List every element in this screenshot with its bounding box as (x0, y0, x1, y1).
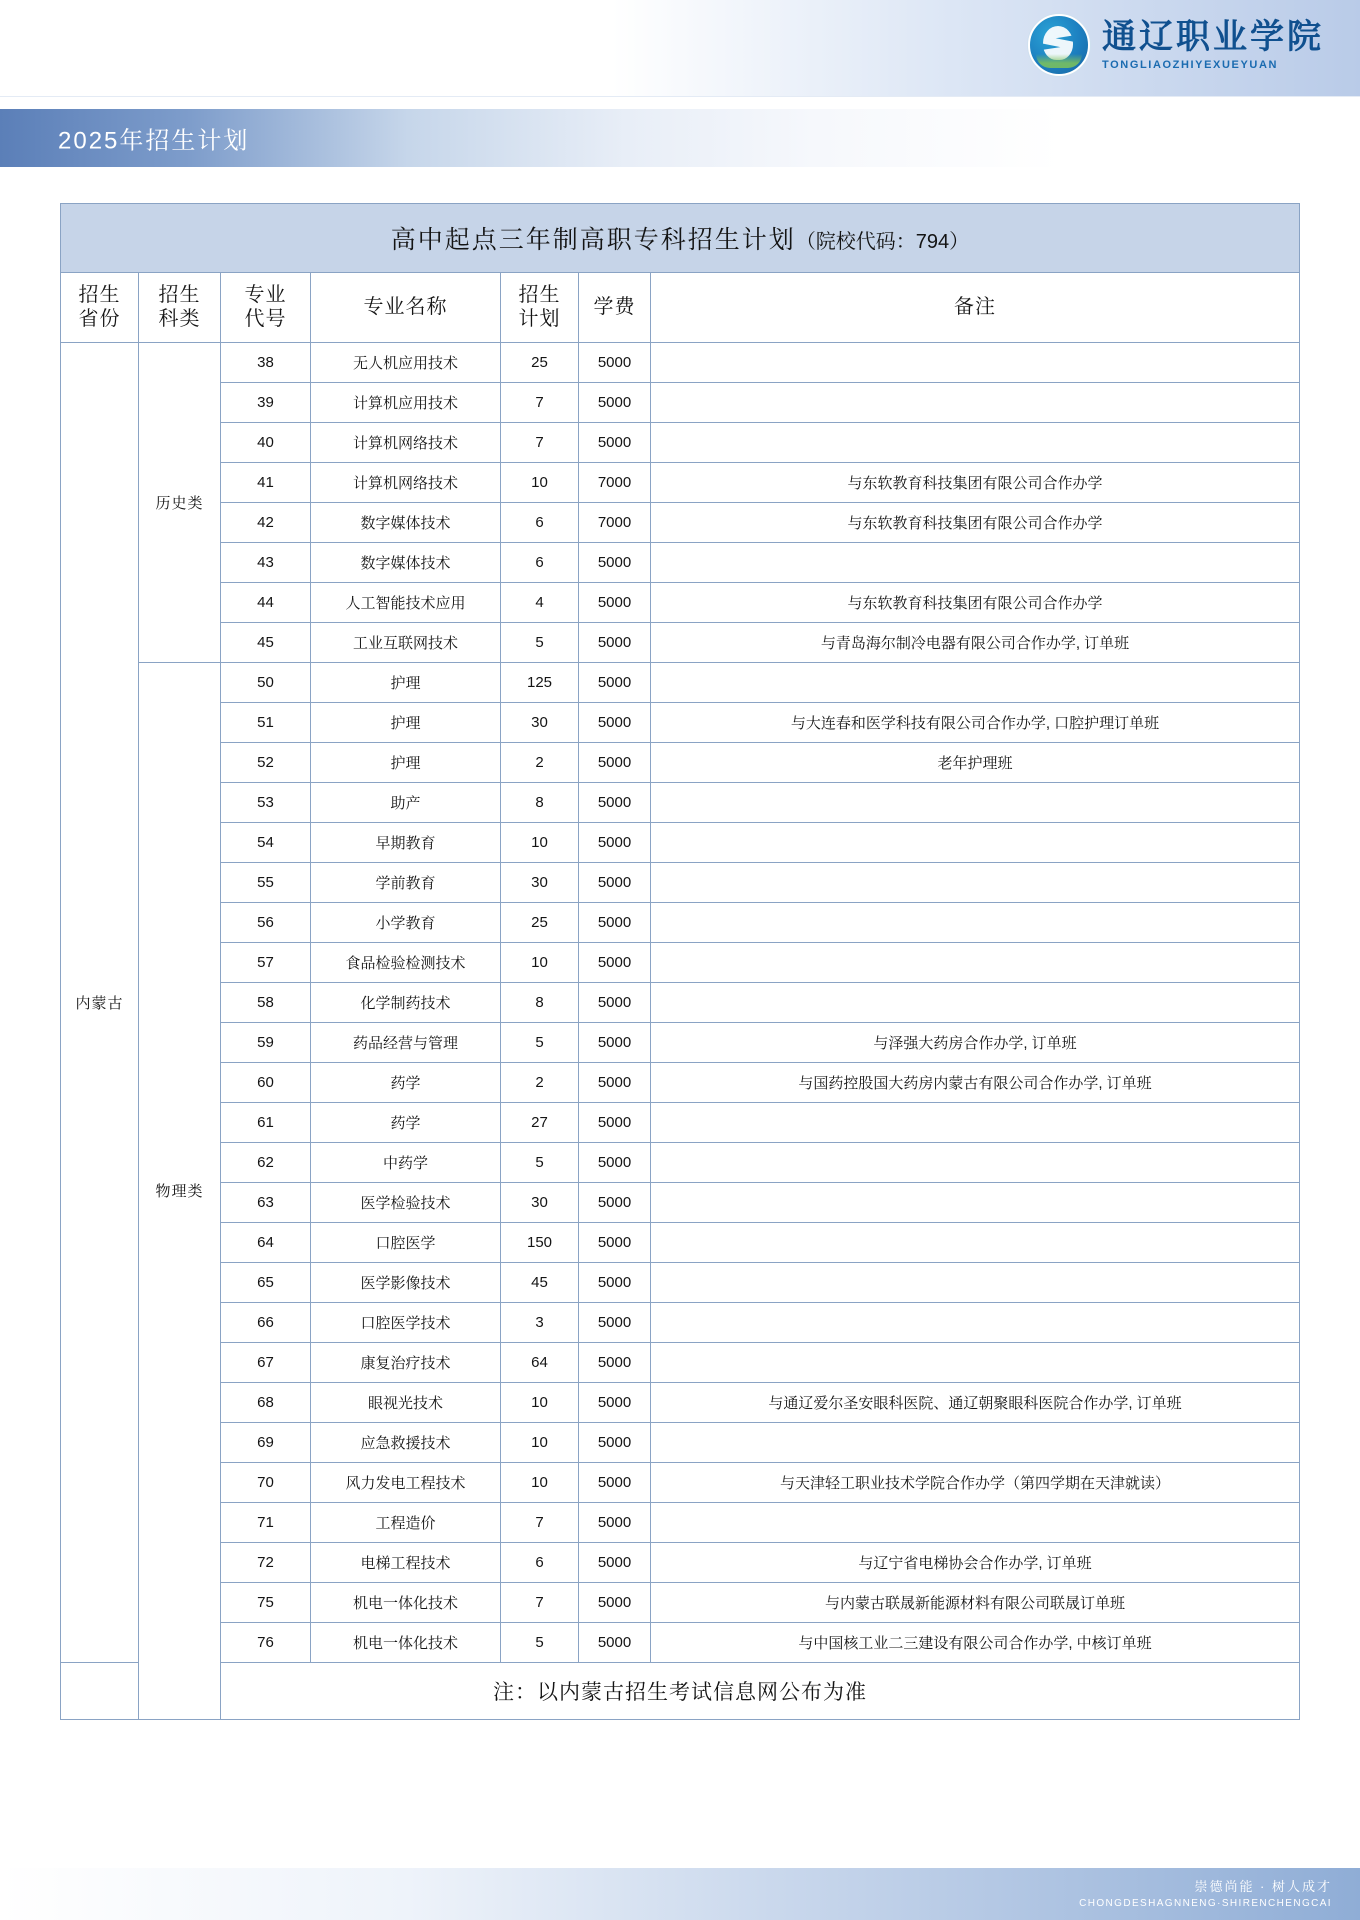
cell-major-code: 62 (221, 1142, 311, 1182)
cell-major-name: 应急救援技术 (311, 1422, 501, 1462)
cell-note: 与中国核工业二三建设有限公司合作办学, 中核订单班 (651, 1622, 1300, 1662)
cell-major-name: 计算机网络技术 (311, 422, 501, 462)
cell-tuition: 5000 (579, 1182, 651, 1222)
cell-plan-count: 5 (501, 1022, 579, 1062)
page-header (0, 0, 1360, 97)
table-row (61, 422, 1300, 462)
table-row (61, 622, 1300, 662)
cell-tuition: 5000 (579, 1542, 651, 1582)
cell-tuition: 5000 (579, 662, 651, 702)
cell-note (651, 1422, 1300, 1462)
cell-major-name: 康复治疗技术 (311, 1342, 501, 1382)
cell-note (651, 342, 1300, 382)
table-row (61, 662, 1300, 702)
cell-plan-count: 8 (501, 782, 579, 822)
cell-major-name: 工业互联网技术 (311, 622, 501, 662)
cell-category: 历史类 (139, 342, 221, 662)
cell-major-code: 39 (221, 382, 311, 422)
cell-note (651, 902, 1300, 942)
cell-note: 与天津轻工职业技术学院合作办学（第四学期在天津就读） (651, 1462, 1300, 1502)
cell-plan-count: 45 (501, 1262, 579, 1302)
table-row (61, 1022, 1300, 1062)
table-row (61, 502, 1300, 542)
cell-plan-count: 64 (501, 1342, 579, 1382)
cell-tuition: 5000 (579, 1262, 651, 1302)
cell-note (651, 942, 1300, 982)
cell-note (651, 1302, 1300, 1342)
admission-plan-table (60, 203, 1300, 1720)
footer-motto-en: CHONGDESHAGNNENG·SHIRENCHENGCAI (1079, 1898, 1332, 1909)
cell-note (651, 982, 1300, 1022)
cell-plan-count: 7 (501, 1502, 579, 1542)
cell-plan-count: 3 (501, 1302, 579, 1342)
table-row (61, 1262, 1300, 1302)
column-header-3: 专业 代号 (221, 273, 311, 343)
cell-tuition: 5000 (579, 1022, 651, 1062)
cell-tuition: 5000 (579, 542, 651, 582)
cell-major-code: 76 (221, 1622, 311, 1662)
cell-note: 与辽宁省电梯协会合作办学, 订单班 (651, 1542, 1300, 1582)
cell-note: 与东软教育科技集团有限公司合作办学 (651, 582, 1300, 622)
cell-major-code: 51 (221, 702, 311, 742)
cell-note (651, 382, 1300, 422)
table-row (61, 862, 1300, 902)
cell-major-name: 医学检验技术 (311, 1182, 501, 1222)
cell-major-name: 电梯工程技术 (311, 1542, 501, 1582)
table-footnote: 注：以内蒙古招生考试信息网公布为准 (61, 1662, 1300, 1719)
page-title: 2025年招生计划 (58, 127, 250, 155)
cell-tuition: 5000 (579, 1102, 651, 1142)
cell-tuition: 5000 (579, 862, 651, 902)
cell-major-name: 小学教育 (311, 902, 501, 942)
cell-tuition: 5000 (579, 1222, 651, 1262)
cell-major-code: 67 (221, 1342, 311, 1382)
cell-major-code: 55 (221, 862, 311, 902)
cell-major-name: 药学 (311, 1062, 501, 1102)
cell-plan-count: 2 (501, 742, 579, 782)
table-row (61, 1622, 1300, 1662)
cell-plan-count: 27 (501, 1102, 579, 1142)
cell-tuition: 5000 (579, 1142, 651, 1182)
cell-tuition: 5000 (579, 1622, 651, 1662)
cell-major-code: 53 (221, 782, 311, 822)
school-name-block (1102, 19, 1324, 71)
table-row (61, 1542, 1300, 1582)
cell-major-code: 68 (221, 1382, 311, 1422)
cell-major-code: 43 (221, 542, 311, 582)
title-band (0, 109, 1360, 167)
cell-plan-count: 10 (501, 1462, 579, 1502)
cell-tuition: 5000 (579, 342, 651, 382)
school-name-en: TONGLIAOZHIYEXUEYUAN (1102, 59, 1279, 72)
cell-plan-count: 10 (501, 822, 579, 862)
column-header-2: 招生 科类 (139, 273, 221, 343)
cell-note: 与大连春和医学科技有限公司合作办学, 口腔护理订单班 (651, 702, 1300, 742)
cell-major-name: 工程造价 (311, 1502, 501, 1542)
cell-tuition: 5000 (579, 382, 651, 422)
table-row (61, 702, 1300, 742)
cell-major-code: 45 (221, 622, 311, 662)
cell-note (651, 1262, 1300, 1302)
cell-note: 老年护理班 (651, 742, 1300, 782)
table-row (61, 982, 1300, 1022)
cell-note (651, 1502, 1300, 1542)
cell-province: 内蒙古 (61, 342, 139, 1662)
school-logo (1028, 14, 1324, 76)
cell-major-code: 50 (221, 662, 311, 702)
cell-major-code: 75 (221, 1582, 311, 1622)
cell-major-code: 56 (221, 902, 311, 942)
cell-note: 与国药控股国大药房内蒙古有限公司合作办学, 订单班 (651, 1062, 1300, 1102)
cell-major-name: 眼视光技术 (311, 1382, 501, 1422)
table-title-cell (61, 204, 1300, 273)
footer-motto (1079, 1876, 1332, 1909)
page-footer (0, 1868, 1360, 1920)
cell-plan-count: 6 (501, 542, 579, 582)
college-emblem-icon (1028, 14, 1090, 76)
cell-plan-count: 10 (501, 462, 579, 502)
cell-tuition: 5000 (579, 822, 651, 862)
cell-plan-count: 6 (501, 502, 579, 542)
table-row (61, 1582, 1300, 1622)
cell-note (651, 1142, 1300, 1182)
cell-major-name: 计算机网络技术 (311, 462, 501, 502)
table-title-text: 高中起点三年制高职专科招生计划 (390, 226, 796, 254)
cell-major-code: 64 (221, 1222, 311, 1262)
cell-tuition: 7000 (579, 462, 651, 502)
cell-tuition: 5000 (579, 1342, 651, 1382)
table-row (61, 1382, 1300, 1422)
table-title-code: （院校代码：794） (795, 231, 970, 253)
cell-major-code: 70 (221, 1462, 311, 1502)
cell-major-code: 60 (221, 1062, 311, 1102)
cell-plan-count: 25 (501, 902, 579, 942)
cell-major-name: 机电一体化技术 (311, 1622, 501, 1662)
cell-category: 物理类 (139, 662, 221, 1719)
cell-tuition: 5000 (579, 422, 651, 462)
cell-note (651, 782, 1300, 822)
cell-major-code: 57 (221, 942, 311, 982)
cell-note (651, 1102, 1300, 1142)
table-row (61, 1102, 1300, 1142)
table-row (61, 542, 1300, 582)
table-row (61, 822, 1300, 862)
cell-major-name: 化学制药技术 (311, 982, 501, 1022)
cell-plan-count: 150 (501, 1222, 579, 1262)
table-header-row (61, 273, 1300, 343)
cell-note (651, 862, 1300, 902)
cell-major-name: 助产 (311, 782, 501, 822)
table-row (61, 1142, 1300, 1182)
column-header-5: 招生 计划 (501, 273, 579, 343)
cell-tuition: 5000 (579, 582, 651, 622)
cell-tuition: 5000 (579, 902, 651, 942)
cell-tuition: 5000 (579, 1462, 651, 1502)
cell-note: 与泽强大药房合作办学, 订单班 (651, 1022, 1300, 1062)
cell-plan-count: 7 (501, 382, 579, 422)
cell-note (651, 822, 1300, 862)
table-footnote-row (61, 1662, 1300, 1719)
cell-major-name: 食品检验检测技术 (311, 942, 501, 982)
cell-tuition: 5000 (579, 702, 651, 742)
cell-tuition: 5000 (579, 1302, 651, 1342)
cell-plan-count: 5 (501, 622, 579, 662)
cell-major-code: 66 (221, 1302, 311, 1342)
cell-major-name: 数字媒体技术 (311, 502, 501, 542)
cell-plan-count: 30 (501, 1182, 579, 1222)
cell-plan-count: 125 (501, 662, 579, 702)
cell-tuition: 5000 (579, 782, 651, 822)
cell-major-code: 52 (221, 742, 311, 782)
cell-tuition: 5000 (579, 742, 651, 782)
cell-note (651, 1342, 1300, 1382)
cell-major-code: 72 (221, 1542, 311, 1582)
table-row (61, 1062, 1300, 1102)
table-row (61, 342, 1300, 382)
table-row (61, 382, 1300, 422)
cell-major-name: 口腔医学技术 (311, 1302, 501, 1342)
cell-major-name: 早期教育 (311, 822, 501, 862)
cell-plan-count: 10 (501, 1422, 579, 1462)
cell-note: 与东软教育科技集团有限公司合作办学 (651, 462, 1300, 502)
cell-plan-count: 25 (501, 342, 579, 382)
cell-major-code: 71 (221, 1502, 311, 1542)
table-row (61, 1342, 1300, 1382)
cell-plan-count: 8 (501, 982, 579, 1022)
column-header-4: 专业名称 (311, 273, 501, 343)
cell-plan-count: 10 (501, 1382, 579, 1422)
cell-major-name: 护理 (311, 702, 501, 742)
table-row (61, 782, 1300, 822)
table-row (61, 1182, 1300, 1222)
plan-table-wrapper (60, 203, 1300, 1720)
footer-motto-cn: 崇德尚能 · 树人成才 (1194, 1879, 1332, 1894)
cell-note: 与内蒙古联晟新能源材料有限公司联晟订单班 (651, 1582, 1300, 1622)
cell-major-name: 风力发电工程技术 (311, 1462, 501, 1502)
cell-major-code: 44 (221, 582, 311, 622)
cell-major-name: 护理 (311, 742, 501, 782)
cell-major-code: 58 (221, 982, 311, 1022)
cell-major-name: 药品经营与管理 (311, 1022, 501, 1062)
cell-major-code: 41 (221, 462, 311, 502)
table-row (61, 742, 1300, 782)
cell-major-code: 38 (221, 342, 311, 382)
table-row (61, 1502, 1300, 1542)
cell-note (651, 1222, 1300, 1262)
cell-major-code: 69 (221, 1422, 311, 1462)
cell-major-code: 42 (221, 502, 311, 542)
cell-tuition: 5000 (579, 1062, 651, 1102)
cell-note (651, 422, 1300, 462)
table-row (61, 1422, 1300, 1462)
cell-major-name: 口腔医学 (311, 1222, 501, 1262)
cell-major-code: 54 (221, 822, 311, 862)
cell-major-name: 护理 (311, 662, 501, 702)
cell-tuition: 5000 (579, 1582, 651, 1622)
cell-tuition: 5000 (579, 1382, 651, 1422)
cell-tuition: 5000 (579, 982, 651, 1022)
cell-note: 与青岛海尔制冷电器有限公司合作办学, 订单班 (651, 622, 1300, 662)
table-title-row (61, 204, 1300, 273)
cell-major-code: 61 (221, 1102, 311, 1142)
cell-major-name: 计算机应用技术 (311, 382, 501, 422)
column-header-7: 备注 (651, 273, 1300, 343)
cell-plan-count: 5 (501, 1622, 579, 1662)
cell-tuition: 5000 (579, 1502, 651, 1542)
cell-note (651, 662, 1300, 702)
cell-plan-count: 7 (501, 422, 579, 462)
cell-major-code: 63 (221, 1182, 311, 1222)
cell-major-code: 65 (221, 1262, 311, 1302)
cell-major-name: 数字媒体技术 (311, 542, 501, 582)
table-row (61, 1302, 1300, 1342)
column-header-1: 招生 省份 (61, 273, 139, 343)
cell-major-name: 机电一体化技术 (311, 1582, 501, 1622)
cell-major-name: 医学影像技术 (311, 1262, 501, 1302)
table-row (61, 902, 1300, 942)
cell-note: 与东软教育科技集团有限公司合作办学 (651, 502, 1300, 542)
cell-major-name: 学前教育 (311, 862, 501, 902)
cell-tuition: 5000 (579, 942, 651, 982)
cell-tuition: 5000 (579, 1422, 651, 1462)
cell-plan-count: 10 (501, 942, 579, 982)
table-row (61, 582, 1300, 622)
cell-plan-count: 4 (501, 582, 579, 622)
cell-plan-count: 5 (501, 1142, 579, 1182)
cell-note (651, 1182, 1300, 1222)
cell-plan-count: 30 (501, 862, 579, 902)
cell-tuition: 5000 (579, 622, 651, 662)
cell-major-code: 59 (221, 1022, 311, 1062)
cell-plan-count: 30 (501, 702, 579, 742)
cell-major-code: 40 (221, 422, 311, 462)
cell-major-name: 无人机应用技术 (311, 342, 501, 382)
table-row (61, 942, 1300, 982)
cell-major-name: 中药学 (311, 1142, 501, 1182)
cell-plan-count: 6 (501, 1542, 579, 1582)
column-header-6: 学费 (579, 273, 651, 343)
cell-note: 与通辽爱尔圣安眼科医院、通辽朝聚眼科医院合作办学, 订单班 (651, 1382, 1300, 1422)
table-row (61, 1222, 1300, 1262)
cell-major-name: 药学 (311, 1102, 501, 1142)
cell-note (651, 542, 1300, 582)
cell-plan-count: 2 (501, 1062, 579, 1102)
cell-major-name: 人工智能技术应用 (311, 582, 501, 622)
cell-plan-count: 7 (501, 1582, 579, 1622)
cell-tuition: 7000 (579, 502, 651, 542)
table-row (61, 1462, 1300, 1502)
table-row (61, 462, 1300, 502)
school-name-cn: 通辽职业学院 (1102, 17, 1324, 56)
